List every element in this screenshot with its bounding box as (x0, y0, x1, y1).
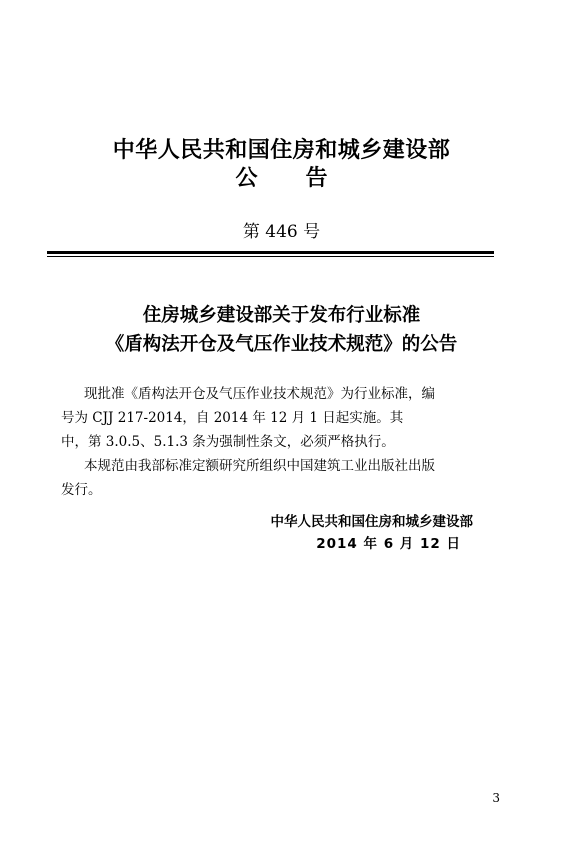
signature-organization: 中华人民共和国住房和城乡建设部 (270, 514, 473, 530)
body-paragraph-1-line-2: 号为 CJJ 217-2014，自 2014 年 12 月 1 日起实施。其 (61, 410, 404, 426)
header-divider-thin (47, 256, 494, 257)
page-number: 3 (492, 791, 500, 805)
document-heading-line-2: 《盾构法开仓及气压作业技术规范》的公告 (105, 334, 458, 355)
document-heading-line-1: 住房城乡建设部关于发布行业标准 (142, 305, 421, 326)
body-paragraph-1-line-3: 中，第 3.0.5、5.1.3 条为强制性条文，必须严格执行。 (61, 434, 395, 450)
ministry-title: 中华人民共和国住房和城乡建设部 (112, 138, 451, 163)
notice-number: 第 446 号 (242, 222, 321, 242)
signature-date: 2014 年 6 月 12 日 (316, 536, 461, 552)
header-divider-thick (47, 251, 494, 254)
notice-title: 公告 (235, 166, 376, 191)
body-paragraph-1-line-1: 现批准《盾构法开仓及气压作业技术规范》为行业标准，编 (84, 386, 435, 402)
body-paragraph-2-line-2: 发行。 (61, 482, 102, 498)
body-paragraph-2-line-1: 本规范由我部标准定额研究所组织中国建筑工业出版社出版 (84, 458, 435, 474)
